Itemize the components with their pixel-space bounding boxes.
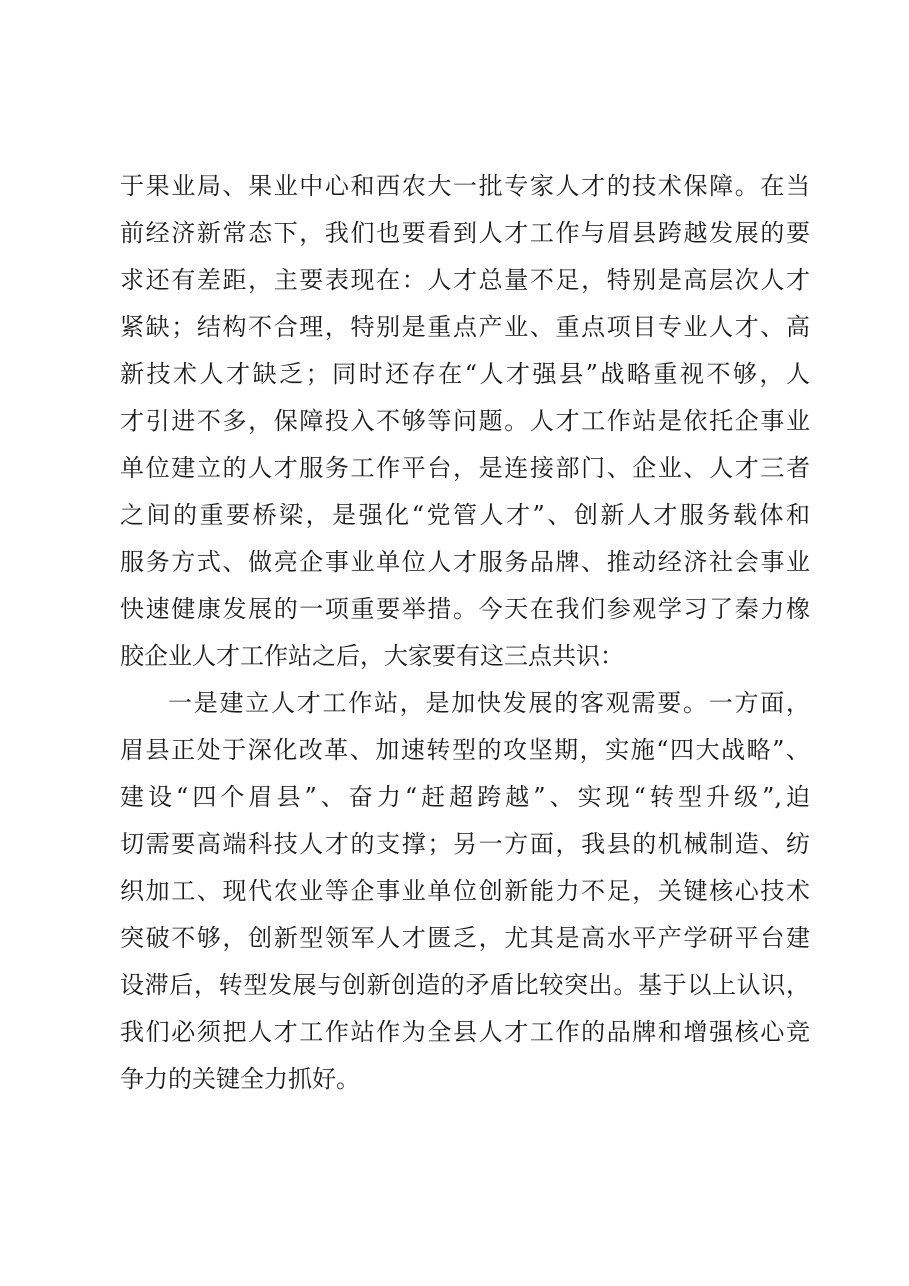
text-line: 前经济新常态下，我们也要看到人才工作与眉县跨越发展的要 (120, 219, 810, 247)
text-line: 建设“四个眉县”、奋力“赶超跨越”、实现“转型升级”,迫 (120, 783, 810, 811)
text-line: 眉县正处于深化改革、加速转型的攻坚期，实施“四大战略”、 (120, 736, 810, 764)
text-line: 于果业局、果业中心和西农大一批专家人才的技术保障。在当 (120, 172, 810, 200)
text-line: 我们必须把人才工作站作为全县人才工作的品牌和增强核心竞 (120, 1018, 810, 1046)
text-line: 单位建立的人才服务工作平台，是连接部门、企业、人才三者 (120, 454, 810, 482)
text-line: 织加工、现代农业等企事业单位创新能力不足，关键核心技术 (120, 877, 810, 905)
document-body (120, 163, 810, 1103)
paragraph-2 (120, 680, 810, 1103)
text-line: 新技术人才缺乏；同时还存在“人才强县”战略重视不够，人 (120, 360, 810, 388)
text-line: 求还有差距，主要表现在：人才总量不足，特别是高层次人才 (120, 266, 810, 294)
paragraph-1 (120, 163, 810, 680)
text-line: 服务方式、做亮企事业单位人才服务品牌、推动经济社会事业 (120, 548, 810, 576)
text-line: 快速健康发展的一项重要举措。今天在我们参观学习了秦力橡 (120, 595, 810, 623)
text-line: 紧缺；结构不合理，特别是重点产业、重点项目专业人才、高 (120, 313, 810, 341)
text-line: 切需要高端科技人才的支撑；另一方面，我县的机械制造、纺 (120, 830, 810, 858)
text-line: 设滞后，转型发展与创新创造的矛盾比较突出。基于以上认识， (120, 971, 810, 999)
text-line: 突破不够，创新型领军人才匮乏，尤其是高水平产学研平台建 (120, 924, 810, 952)
text-line: 一是建立人才工作站，是加快发展的客观需要。一方面， (168, 689, 810, 717)
text-line: 之间的重要桥梁，是强化“党管人才”、创新人才服务载体和 (120, 501, 810, 529)
text-line: 才引进不多，保障投入不够等问题。人才工作站是依托企事业 (120, 407, 810, 435)
text-line: 争力的关键全力抓好。 (120, 1065, 360, 1093)
text-line: 胶企业人才工作站之后，大家要有这三点共识： (120, 642, 624, 670)
